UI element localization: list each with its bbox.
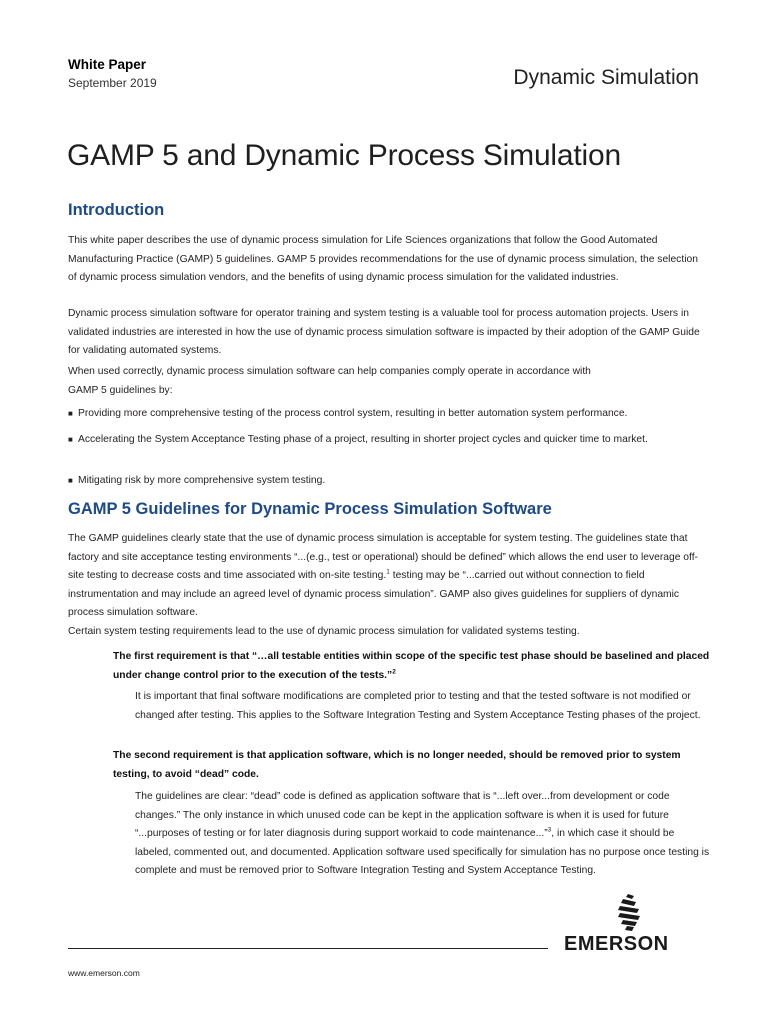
footnote-ref-3: 3 bbox=[547, 826, 552, 834]
list-item bbox=[68, 405, 708, 424]
list-item-text: Accelerating the System Acceptance Testing phase of a project, resulting in shorter project cycles and quicker time to market. bbox=[78, 434, 648, 445]
bullet-icon: ■ bbox=[68, 476, 73, 485]
requirement-1 bbox=[113, 648, 713, 685]
gamp-paragraph-1-text: The GAMP guidelines clearly state that the use of dynamic process simulation is acceptable for system testing. The guidelines state that factory and site acceptance testing environments “...(e.g., test or operational) should be defined” which allows the end user to leverage off-site testing to decrease costs and time associated with on-site testing. bbox=[68, 533, 698, 581]
requirement-1-text: The first requirement is that “…all testable entities within scope of the specific test phase should be baselined and placed under change control prior to the execution of the tests.” bbox=[113, 651, 710, 681]
list-item-text: Providing more comprehensive testing of the process control system, resulting in better automation system performance. bbox=[78, 408, 628, 419]
section-heading-gamp5-guidelines: GAMP 5 Guidelines for Dynamic Process Simulation Software bbox=[68, 500, 552, 518]
requirement-2: The second requirement is that application software, which is no longer needed, should be removed prior to system testing, to avoid “dead” code. bbox=[113, 750, 681, 780]
requirement-1-detail: It is important that final software modifications are completed prior to testing and that the tested software is not modified or changed after testing. This applies to the Software Integration Testing and System Acceptance Testing phases of the project. bbox=[135, 691, 701, 721]
requirement-2-detail bbox=[135, 788, 710, 881]
document-date: September 2019 bbox=[68, 76, 157, 90]
intro-paragraph-3-line-1: When used correctly, dynamic process simulation software can help companies comply operate in accordance with bbox=[68, 366, 591, 377]
document-topic: Dynamic Simulation bbox=[513, 66, 699, 89]
gamp-paragraph-1-continuation: testing may be “...carried out without connection to field instrumentation and may include an agreed level of dynamic process simulation”. GAMP also gives guidelines for suppliers of dynamic process simulation software. bbox=[68, 570, 680, 618]
section-heading-introduction: Introduction bbox=[68, 201, 165, 219]
document-type: White Paper bbox=[68, 57, 147, 72]
intro-paragraph-3 bbox=[68, 363, 708, 400]
intro-paragraph-2: Dynamic process simulation software for operator training and system testing is a valuable tool for process automation projects. Users in validated industries are interested in how the use of dynamic process simulation software is impacted by their adoption of the GAMP Guide for validating automated systems. bbox=[68, 308, 700, 356]
footnote-ref-1: 1 bbox=[386, 568, 390, 576]
bullet-icon: ■ bbox=[68, 435, 73, 444]
gamp-paragraph-1 bbox=[68, 530, 708, 623]
requirement-2-detail-continuation: , in which case it should be labeled, commented out, and documented. Application software used specifically for simulation has no purpose once testing is complete and must be removed prior to Software Integration Testing and System Acceptance Testing. bbox=[135, 828, 710, 876]
list-item bbox=[68, 431, 708, 450]
footnote-ref-2: 2 bbox=[392, 668, 396, 676]
intro-paragraph-3-line-2: GAMP 5 guidelines by: bbox=[68, 384, 173, 396]
list-item bbox=[68, 472, 708, 491]
list-item-text: Mitigating risk by more comprehensive system testing. bbox=[78, 475, 326, 486]
bullet-icon: ■ bbox=[68, 409, 73, 418]
gamp-paragraph-2: Certain system testing requirements lead to the use of dynamic process simulation for validated systems testing. bbox=[68, 626, 580, 637]
emerson-logo-text: EMERSON bbox=[564, 933, 669, 955]
requirement-2-detail-text: The guidelines are clear: “dead” code is defined as application software that is “...left over...from development or code changes.” The only instance in which unused code can be kept in the application software is when it is used for future “...purposes of testing or for later diagnosis during support workaid to code maintenance...” bbox=[135, 791, 670, 839]
emerson-spiral-icon bbox=[612, 893, 648, 933]
intro-paragraph-1: This white paper describes the use of dynamic process simulation for Life Sciences organizations that follow the Good Automated Manufacturing Practice (GAMP) 5 guidelines. GAMP 5 provides recommendations for the use of dynamic process simulation, the selection of dynamic process simulation vendors, and the benefits of using dynamic process simulation for the validated industries. bbox=[68, 235, 698, 283]
page-title: GAMP 5 and Dynamic Process Simulation bbox=[67, 139, 621, 172]
footer-divider bbox=[68, 948, 548, 949]
footer-url: www.emerson.com bbox=[68, 968, 140, 978]
